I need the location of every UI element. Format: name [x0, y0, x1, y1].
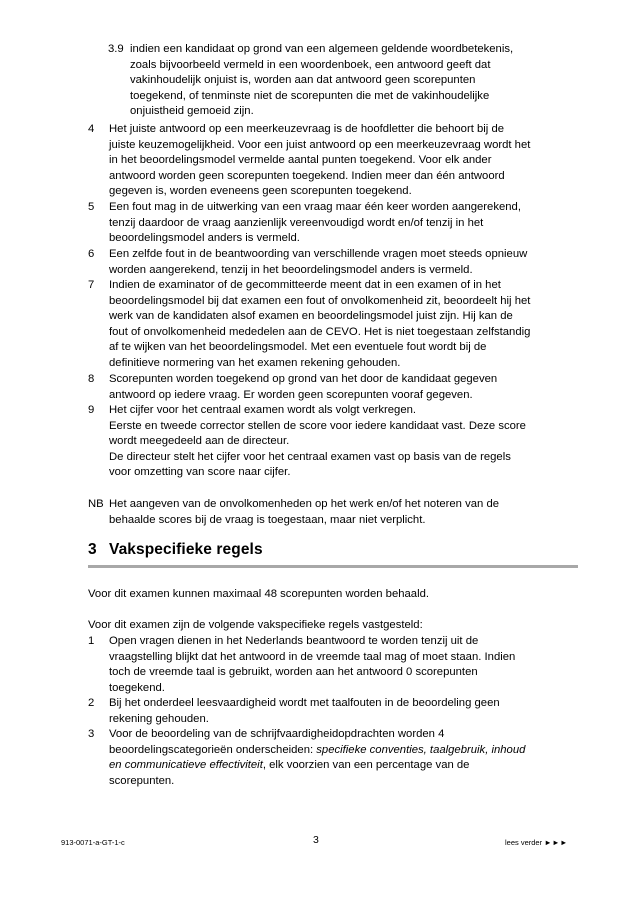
rule-number: 4: [88, 123, 95, 135]
rule-6: [88, 247, 527, 278]
rule-number: 1: [88, 635, 95, 647]
continue-arrows-icon: ►►►: [544, 838, 568, 847]
rule-5: [88, 200, 521, 247]
rule-text: Een fout mag in de uitwerking van een vraag maar één keer worden aangerekend, tenzij daardoor de vraag aanzienlijk vereenvoudigd wordt en/of tenzij in het beoordelingsmodel anders is vermeld.: [109, 201, 521, 245]
continue-note: lees verder ►►►: [505, 838, 568, 847]
rule-3-9: [108, 42, 513, 120]
document-code: 913-0071-a-GT-1-c: [61, 838, 125, 847]
rule-number: 2: [88, 697, 95, 709]
rule-text: Het aangeven van de onvolkomenheden op het werk en/of het noteren van de behaalde scores bij de vraag is toegestaan, maar niet verplicht.: [109, 498, 500, 526]
rule-text: Open vragen dienen in het Nederlands beantwoord te worden tenzij uit de vraagstelling blijkt dat het antwoord in de vreemde taal mag of moet staan. Indien toch de vreemde taal is gebruikt, worden aan het antwoord 0 scorepunten toegekend.: [109, 635, 516, 694]
rule-number: 7: [88, 279, 95, 291]
rule-number: 3: [88, 728, 95, 740]
intro-text: Voor dit examen zijn de volgende vakspecifieke regels vastgesteld:: [88, 619, 423, 631]
rule-text: Het cijfer voor het centraal examen wordt als volgt verkregen. Eerste en tweede corrector stellen de score voor iedere kandidaat vast. Deze score wordt meegedeeld aan de directeur. De directeur stelt het cijfer voor het centraal examen vast op basis van de regels voor omzetting van score naar cijfer.: [109, 404, 526, 479]
rule-8: [88, 372, 497, 403]
rule-text: Indien de examinator of de gecommitteerde meent dat in een examen of in het beoordelingsmodel bij dat examen een fout of onvolkomenheid zit, beoordeelt hij het werk van de kandidaten alsof examen en beoordelingsmodel juist zijn. Hij kan de fout of onvolkomenheid mededelen aan de CEVO. Het is niet toegestaan zelfstandig af te wijken van het beoordelingsmodel. Met een eventuele fout wordt bij de definitieve normering van het examen rekening gehouden.: [109, 279, 531, 369]
rule-number: 5: [88, 201, 95, 213]
vak-rule-3: [88, 727, 525, 789]
rule-text: indien een kandidaat op grond van een algemeen geldende woordbetekenis, zoals bijvoorbeeld vermeld in een woordenboek, een antwoord geeft dat vakinhoudelijk onjuist is, worden aan dat antwoord geen scorepunten toegekend, of tenminste niet de scorepunten die met de vakinhoudelijke onjuistheid gemoeid zijn.: [130, 43, 514, 118]
rule-text: Het juiste antwoord op een meerkeuzevraag is de hoofdletter die behoort bij de juiste keuzemogelijkheid. Voor een juist antwoord op een meerkeuzevraag wordt het in het beoordelingsmodel vermelde aantal punten toegekend. Voor elk ander antwoord worden geen scorepunten toegekend. Indien meer dan één antwoord gegeven is, worden eveneens geen scorepunten toegekend.: [109, 123, 531, 198]
rule-number: 6: [88, 248, 95, 260]
page-number: 3: [313, 834, 319, 846]
rule-7: [88, 278, 530, 372]
section-divider: [88, 565, 578, 568]
rule-number: 9: [88, 404, 95, 416]
section-number: 3: [88, 541, 97, 558]
vak-rule-1: [88, 634, 515, 696]
rule-number: 3.9: [108, 43, 124, 55]
italic-categories: specifieke conventies, taalgebruik, inhoud: [316, 743, 526, 756]
rule-text: Een zelfde fout in de beantwoording van verschillende vragen moet steeds opnieuw worden aangerekend, tenzij in het beoordelingsmodel anders is vermeld.: [109, 248, 528, 276]
rule-nb: [88, 497, 499, 528]
max-points-text: Voor dit examen kunnen maximaal 48 scorepunten worden behaald.: [88, 588, 430, 600]
section-heading: [88, 541, 263, 559]
rule-4: [88, 122, 530, 200]
italic-categories-cont: en communicatieve effectiviteit: [109, 759, 263, 772]
rule-number: NB: [88, 498, 104, 510]
rule-9: [88, 403, 526, 481]
rule-number: 8: [88, 373, 95, 385]
rule-text: Voor de beoordeling van de schrijfvaardigheidopdrachten worden 4 beoordelingscategorieën onderscheiden: specifieke conventies, taalgebruik, inhoud en communicatieve effectiviteit, elk voorzien van een percentage van de scorepunten.: [109, 728, 526, 787]
vak-rule-2: [88, 696, 500, 727]
rule-text: Bij het onderdeel leesvaardigheid wordt met taalfouten in de beoordeling geen rekening gehouden.: [109, 697, 500, 725]
rule-text: Scorepunten worden toegekend op grond van het door de kandidaat gegeven antwoord op iedere vraag. Er worden geen scorepunten vooraf gegeven.: [109, 373, 498, 401]
section-title: Vakspecifieke regels: [109, 541, 263, 558]
